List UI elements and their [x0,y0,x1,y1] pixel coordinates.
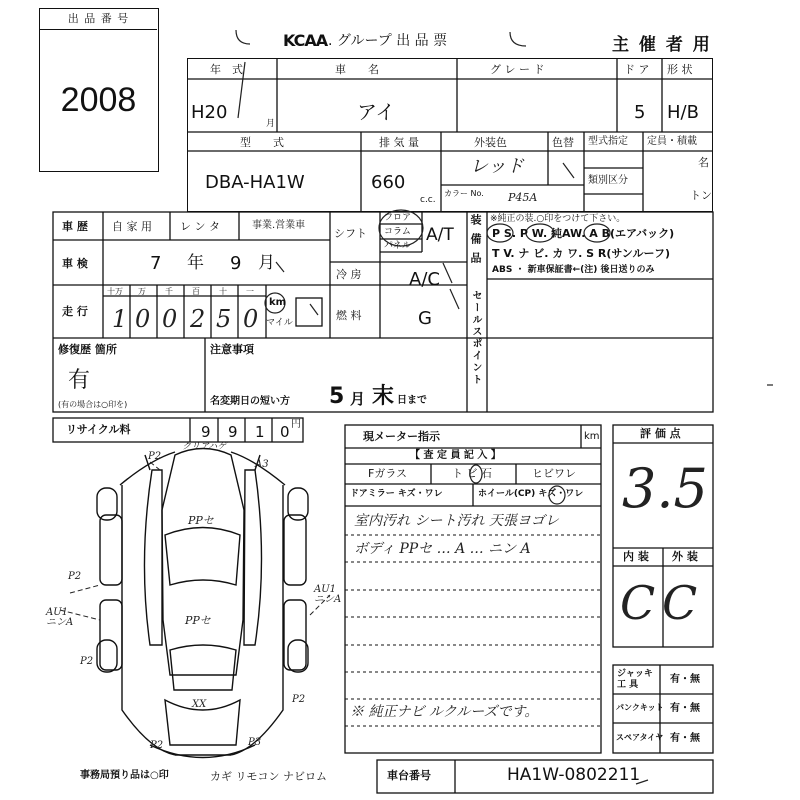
history-business: 事業.営業車 [252,220,306,231]
equipment-line3: ABS ・ 新車保証書←(注) 後日送りのみ [492,265,655,275]
brand-logo: KCAA [283,31,328,50]
door-mirror-label: ドアミラー キズ・ワレ [350,489,443,499]
mileage-unit-label: 一 [246,287,254,296]
equipment-note: ※純正の装.○印をつけて下さい。 [490,214,626,224]
mileage-km-unit: km [269,297,287,308]
recycle-fee-label: リサイクル料 [66,423,131,436]
tons-unit: トン [690,189,712,202]
recycle-digit: 9 [201,423,211,441]
mileage-unit-label: 千 [165,287,173,296]
shift-panel: パネル [384,241,412,251]
mileage-digit: 2 [190,305,206,333]
crack-label: ヒビワレ [532,467,576,480]
lot-number-label: 出 品 番 号 [67,12,130,25]
fuel-value: G [418,308,432,329]
mileage-digit: 0 [162,305,178,333]
grade-header: グ レ ー ド [490,63,545,76]
meter-unit: km [584,431,600,442]
type-designation-header: 型式指定 [588,136,628,147]
diagram-note: PPセ [188,514,214,527]
history-label: 車 歴 [62,220,88,233]
capacity-header: 定員・積載 [647,136,697,147]
shift-floor: フロア [384,213,412,223]
appraisal-handwritten-line: ボディ PPセ … A … ニン A [354,541,531,557]
year-value: H20 [191,102,228,123]
recycle-digit: 9 [228,423,238,441]
mileage-digit: 0 [135,305,151,333]
jack-tools-value: 有・無 [670,674,700,685]
year-header: 年 式 [210,63,243,76]
diagram-note: AU1 ニンA [314,584,342,605]
year-month-mark: 月 [266,119,276,129]
diagram-note: PPセ [185,614,211,627]
diagram-note: P2 [150,740,164,751]
appraiser-header: 【 査 定 員 記 入 】 [410,450,501,461]
shape-header: 形 状 [667,63,693,76]
stone-chip-label: ト ビ 石 [452,467,492,480]
lot-number-value: 2008 [60,81,137,119]
wheel-label: ホイール(CP) キズ・ワレ [478,489,584,499]
puncture-kit-label: パンクキット [616,703,664,712]
diagram-note: P2 [292,694,306,705]
exterior-label: 外 装 [672,550,698,563]
mileage-mile-unit: マイル [266,318,293,328]
diagram-note: A3 [255,459,269,470]
mileage-digit: 0 [243,305,259,333]
color-value: レッド [470,156,524,177]
car-name-header: 車 名 [335,63,379,76]
notes-label: 注意事項 [210,343,254,356]
shift-column: コラム [384,227,411,237]
history-private: 自 家 用 [112,220,152,233]
car-diagram [97,449,308,758]
appraisal-handwritten-line: 室内汚れ シート汚れ 天張ヨゴレ [354,513,559,529]
color-number-value: P45A [508,191,538,204]
shift-label: シフト [334,227,367,240]
form-title: . グループ 出 品 票 [328,33,448,49]
diagram-note: クリアハゲ [182,442,227,452]
interior-label: 内 装 [623,550,649,563]
diagram-note: AU1 ニンA [46,607,74,628]
deadline-label: 名変期日の短い方 [210,396,290,407]
deadline-month: 5 [329,384,345,409]
diagram-note: XX [192,699,207,710]
repair-history-note: (有の場合は○印を) [58,400,128,409]
recycle-digit: 0 [280,423,290,441]
mileage-digit: 5 [216,305,232,333]
jack-tools-label: ジャッキ 工 具 [617,669,653,690]
deadline-day-unit: 日まで [397,395,427,406]
diagram-note: P2 [80,656,94,667]
equipment-label: 装備品 [469,214,482,271]
cc-unit: c.c. [420,195,436,205]
aircon-label: 冷 房 [336,268,362,281]
inspection-year: 7 [150,253,162,274]
color-header: 外装色 [474,136,507,149]
deadline-day: 末 [372,384,395,409]
repair-history-label: 修復歴 箇所 [58,343,117,356]
diagram-note: P2 [148,451,162,462]
aircon-value: A/C [409,269,440,290]
interior-score: C [620,576,656,630]
diagram-note: P3 [248,737,262,748]
model-header: 型 式 [240,136,284,149]
score-value: 3.5 [622,457,708,520]
organizer-label: 主 催 者 用 [612,35,712,55]
doors-value: 5 [634,102,646,123]
inspection-label: 車 検 [62,257,88,270]
spare-tire-label: スペアタイヤ [616,733,664,742]
score-label: 評 価 点 [640,427,681,440]
class-header: 類別区分 [588,175,628,186]
chassis-number-label: 車台番号 [387,769,431,782]
mileage-digit: 1 [112,305,128,333]
deadline-month-unit: 月 [350,390,366,408]
front-glass-label: Fガラス [368,467,407,480]
chassis-number-value: HA1W-0802211 [507,765,641,785]
shift-value: A/T [426,225,454,245]
history-rental: レ ン タ [180,220,220,233]
fuel-label: 燃 料 [336,309,362,322]
sales-points-label: セールスポイント [470,290,481,386]
inspection-month-unit: 月 [258,253,275,273]
inspection-year-unit: 年 [187,253,204,273]
mileage-unit-label: 十 [219,287,227,296]
repair-history-value: 有 [68,368,91,393]
held-items-label: 事務局預り品は○印 [80,770,169,781]
exterior-score: C [662,576,698,630]
meter-label: 現メーター指示 [363,430,440,443]
recolor-header: 色替 [552,136,574,149]
appraisal-handwritten-line: ※ 純正ナビ ルクルーズです。 [350,704,539,720]
puncture-kit-value: 有・無 [670,703,700,714]
car-name-value: アイ [357,100,396,124]
displacement-value: 660 [371,172,406,193]
color-number-label: カラー No. [444,189,484,198]
inspection-month: 9 [230,253,242,274]
shape-value: H/B [667,102,699,123]
persons-unit: 名 [698,156,709,169]
mileage-label: 走 行 [62,305,88,318]
recycle-digit: 1 [255,423,265,441]
mileage-unit-label: 百 [192,287,200,296]
equipment-line2: T V. ナ ビ. カ ワ. S R(サンルーフ) [492,247,671,260]
equipment-line1: P S. P W. 純AW. A B(エアバック) [492,227,675,240]
mileage-unit-label: 万 [138,287,146,296]
spare-tire-value: 有・無 [670,733,700,744]
model-value: DBA-HA1W [205,172,305,193]
displacement-header: 排 気 量 [379,136,419,149]
doors-header: ド ア [624,63,650,76]
held-items-list: カギ リモコン ナビロム [210,770,327,783]
diagram-note: P2 [68,571,82,582]
mileage-unit-label: 十万 [107,287,123,296]
recycle-yen-unit: 円 [291,419,301,430]
